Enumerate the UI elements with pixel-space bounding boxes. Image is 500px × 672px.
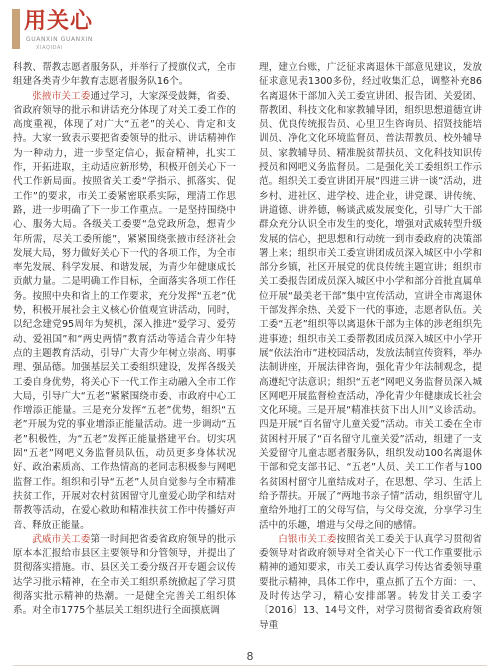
right-paragraph-baiyin	[259, 533, 482, 633]
logo-bar	[12, 9, 20, 49]
city-name-baiyin: 白银市关工委	[278, 533, 337, 545]
city-name-zhangye: 张掖市关工委	[32, 90, 91, 102]
left-paragraph-wuwei-text: 第一时间把省委省政府领导的批示原本本汇报给市县区主要领导和分管领导，并提出了贯彻落实措施。市、县区关工委分级召开专题会议传达学习批示精神，在全市关工组织系统掀起了学习贯彻落实批示精神的热潮。一是健全完善关工组织体系。对全市1775个基层关工组织进行全面摸底调	[13, 533, 236, 617]
page-number: 8	[246, 650, 254, 663]
left-paragraph-continued: 科教、帮教志愿者服务队，并举行了授旗仪式，全市组建各类青少年教育志愿者服务队16个。	[13, 62, 236, 88]
logo-subtitle-2: XIAQIDAI	[36, 45, 64, 51]
left-column	[13, 61, 236, 619]
left-paragraph-wuwei	[13, 533, 236, 619]
right-paragraph-baiyin-text: 按照省关工委关于认真学习贯彻省委领导对省政府领导对全省关心下一代工作重要批示精神的通知要求，市关工委认真学习传达省委领导重要批示精神，具体工作中，重点抓了五个方面：一、及时传达学习，精心安排部署。转发甘关工委字〔2016〕13、14号文件，对学习贯彻省委省政府领导重	[259, 533, 482, 631]
left-paragraph-zhangye	[13, 90, 236, 533]
city-name-wuwei: 武威市关工委	[32, 533, 91, 545]
magazine-logo: 用关心	[24, 8, 94, 34]
left-paragraph-zhangye-text: 通过学习，大家深受鼓舞，省委、省政府领导的批示和讲话充分体现了对关工委工作的高度重视，体现了对广大“五老”的关心、肯定和支持。大家一致表示要把省委领导的批示、讲话精神作为一种动力，进一步坚定信心，振奋精神，扎实工作，开拓进取，主动适应新形势，积极开创关心下一代工作新局面。按照省关工委“学指示、抓落实、促工作”的要求，市关工委紧密联系实际，理清工作思路，进一步明确了下一步工作重点。一是坚持围绕中心、服务大局。各级关工委要“急党政所急，想青少年所需，尽关工委所能”，紧紧围绕张掖市经济社会发展大局，努力做好关心下一代的各项工作，为全市率先发展、科学发展、和谐发展，为青少年健康成长贡献力量。二是明确工作目标，全面落实各项工作任务。按照中央和省上的工作要求，充分发挥“五老”优势，积极开展社会主义核心价值观宣讲活动，同时，以纪念建党95周年为契机，深入推进“爱学习、爱劳动、爱祖国”和“两史两情”教育活动等适合青少年特点的主题教育活动，引导广大青少年树立崇高、明事理、强品德。加强基层关工委组织建设，发挥各级关工委自身优势，将关心下一代工作主动融入全市工作大局，引导广大“五老”紧紧围绕市委、市政府中心工作增添正能量。三是充分发挥“五老”优势，组织“五老”开展为党的事业增添正能量活动。进一步调动“五老”积极性，为“五老”发挥正能量搭建平台。切实巩固“五老”网吧义务监督员队伍，动员更多身体状况好、政治素质高、工作热情高的老同志积极参与网吧监督工作。组织和引导“五老”人员自觉参与全市精准扶贫工作，开展对农村贫困留守儿童爱心助学和结对帮教等活动，在爱心救助和精准扶贫工作中传播好声音、释放正能量。	[13, 90, 236, 531]
logo-subtitle: GUANXIN GUANXIN	[26, 36, 93, 43]
bottom-divider	[13, 665, 487, 666]
right-paragraph-continued: 理，建立台账，广泛征求离退休干部意见建议，发放征求意见表1300多份，经过收集汇总，调整补充86名离退休干部加入关工委宣讲团、报告团、关爱团、帮教团、科技文化和家教辅导团，组织思想道德宣讲员、优良传统报告员、心里卫生咨询员、招贤技能培训员、净化文化环境监督员、普法帮教员、校外辅导员、家教辅导员、精准脱贫帮扶员、文化科技知识传授员和网吧义务监督员。二是强化关工委组织工作示范。组织关工委宣讲团开展“四进三讲一谈”活动，进乡村、进社区、进学校、进企业，讲党课、讲传统、讲道德、讲养德，畅谈武威发展变化，引导广大干部群众充分认识全市发生的变化，增强对武威转型升级发展的信心，把思想和行动统一到市委政府的决策部署上来；组织市关工委宣讲团成员深入城区中小学和部分乡镇，社区开展党的优良传统主题宣讲；组织市关工委报告团成员深入城区中小学和部分首批直属单位开展“最美老干部”集中宣传活动，宣讲全市离退休干部发挥余热、关爱下一代的事迹，志愿者队伍。关工委“五老”组织等以离退休干部为主体的涉老组织先进事迹；组织市关工委帮教团成员深入城区中小学开展“依法治市”进校园活动，发放法制宣传资料，举办法制讲座，开展法律咨询，强化青少年法制观念，提高遵纪守法意识；组织“五老”网吧义务监督员深入城区网吧开展监督检查活动，净化青少年健康成长社会文化环境。三是开展“精准扶贫下出人川”义诊活动。四是开展“百名留守儿童关爱”活动。市关工委在全市贫困村开展了“百名留守儿童关爱”活动，组建了一支关爱留守儿童志愿者服务队，组织发动100名离退休干部和党支部书记、“五老”人员、关工工作者与100名贫困村留守儿童结成对子，在思想、学习、生活上给予帮扶。开展了“两地书亲子情”活动，组织留守儿童给外地打工的父母写信，与父母交流，分享学习生活中的乐趣，增进与父母之间的感情。	[259, 62, 482, 531]
right-column	[259, 61, 482, 633]
page-header	[0, 0, 500, 58]
